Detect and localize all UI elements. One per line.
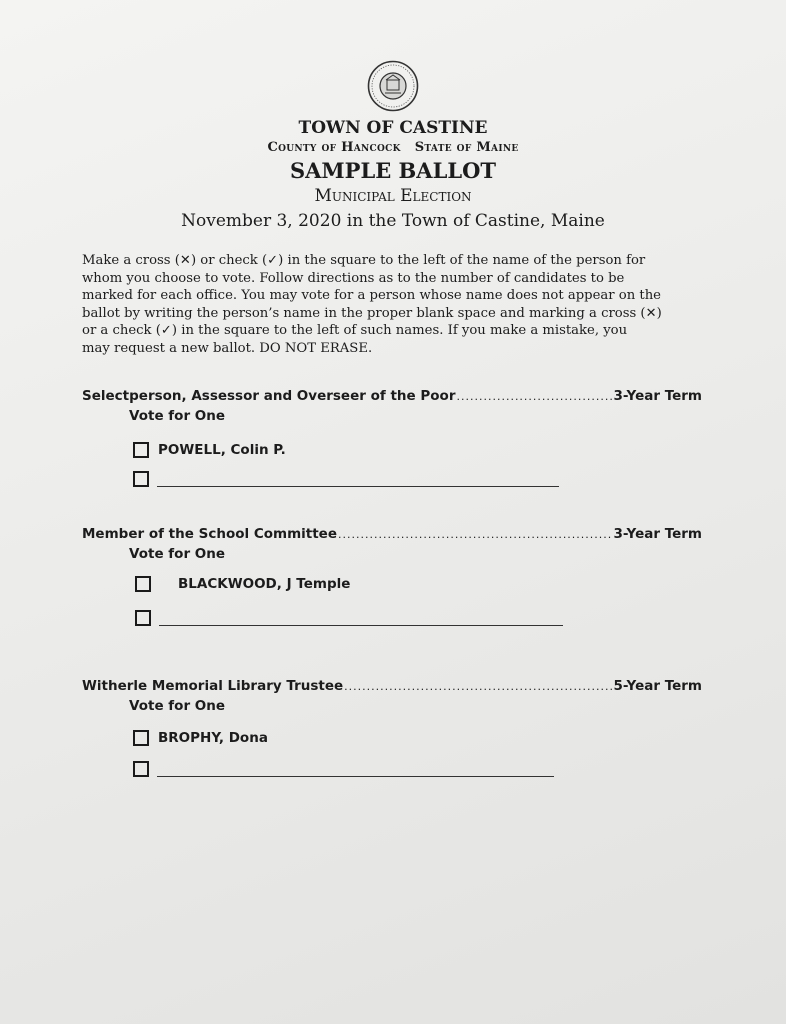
county-state-line: [0, 140, 786, 155]
office-school-committee: [82, 526, 702, 562]
candidate-name: BLACKWOOD, J Temple: [178, 576, 351, 592]
office-heading: [82, 526, 702, 542]
vote-for-instruction: Vote for One: [129, 408, 226, 424]
office-term: 3-Year Term: [613, 388, 702, 404]
checkbox-icon[interactable]: [135, 610, 151, 626]
candidate-row[interactable]: [133, 442, 286, 458]
election-type: Municipal Election: [314, 186, 472, 206]
candidate-name: BROPHY, Dona: [158, 730, 268, 746]
dot-leader: [338, 528, 613, 541]
checkbox-icon[interactable]: [133, 471, 149, 487]
candidate-row[interactable]: [135, 576, 350, 592]
office-heading: [82, 678, 702, 694]
dot-leader: [456, 390, 612, 403]
election-date-line: November 3, 2020 in the Town of Castine, Maine: [181, 211, 605, 231]
state-name: State of Maine: [414, 140, 519, 155]
office-title: Member of the School Committee: [82, 526, 337, 542]
write-in-row[interactable]: [135, 610, 563, 626]
write-in-row[interactable]: [133, 761, 554, 777]
ballot-title: SAMPLE BALLOT: [289, 158, 497, 183]
write-in-line[interactable]: [157, 472, 559, 487]
checkbox-icon[interactable]: [133, 442, 149, 458]
checkbox-icon[interactable]: [133, 761, 149, 777]
office-heading: [82, 388, 702, 404]
checkbox-icon[interactable]: [135, 576, 151, 592]
dot-leader: [344, 680, 612, 693]
vote-for-instruction: Vote for One: [129, 546, 226, 562]
office-term: 3-Year Term: [613, 526, 702, 542]
candidate-name: POWELL, Colin P.: [158, 442, 286, 458]
office-term: 5-Year Term: [613, 678, 702, 694]
candidate-row[interactable]: [133, 730, 268, 746]
office-title: Witherle Memorial Library Trustee: [82, 678, 344, 694]
write-in-line[interactable]: [157, 762, 554, 777]
office-selectperson: [82, 388, 702, 424]
write-in-row[interactable]: [133, 471, 559, 487]
town-name: TOWN OF CASTINE: [298, 118, 488, 138]
vote-for-instruction: Vote for One: [129, 698, 226, 714]
office-title: Selectperson, Assessor and Overseer of the Poor: [82, 388, 456, 404]
checkbox-icon[interactable]: [133, 730, 149, 746]
office-library-trustee: [82, 678, 702, 714]
county-name: County of Hancock: [267, 140, 401, 155]
write-in-line[interactable]: [159, 611, 563, 626]
voting-instructions: Make a cross (✕) or check (✓) in the square to the left of the name of the person for whom you choose to vote. Follow directions as to the number of candidates to be marked for each office. You may vote for a person whose name does not appear on the ballot by writing the person’s name in the proper blank space and marking a cross (✕) or a check (✓) in the square to the left of such names. If you make a mistake, you may request a new ballot. DO NOT ERASE.: [82, 253, 662, 356]
town-seal-icon: [367, 60, 419, 112]
